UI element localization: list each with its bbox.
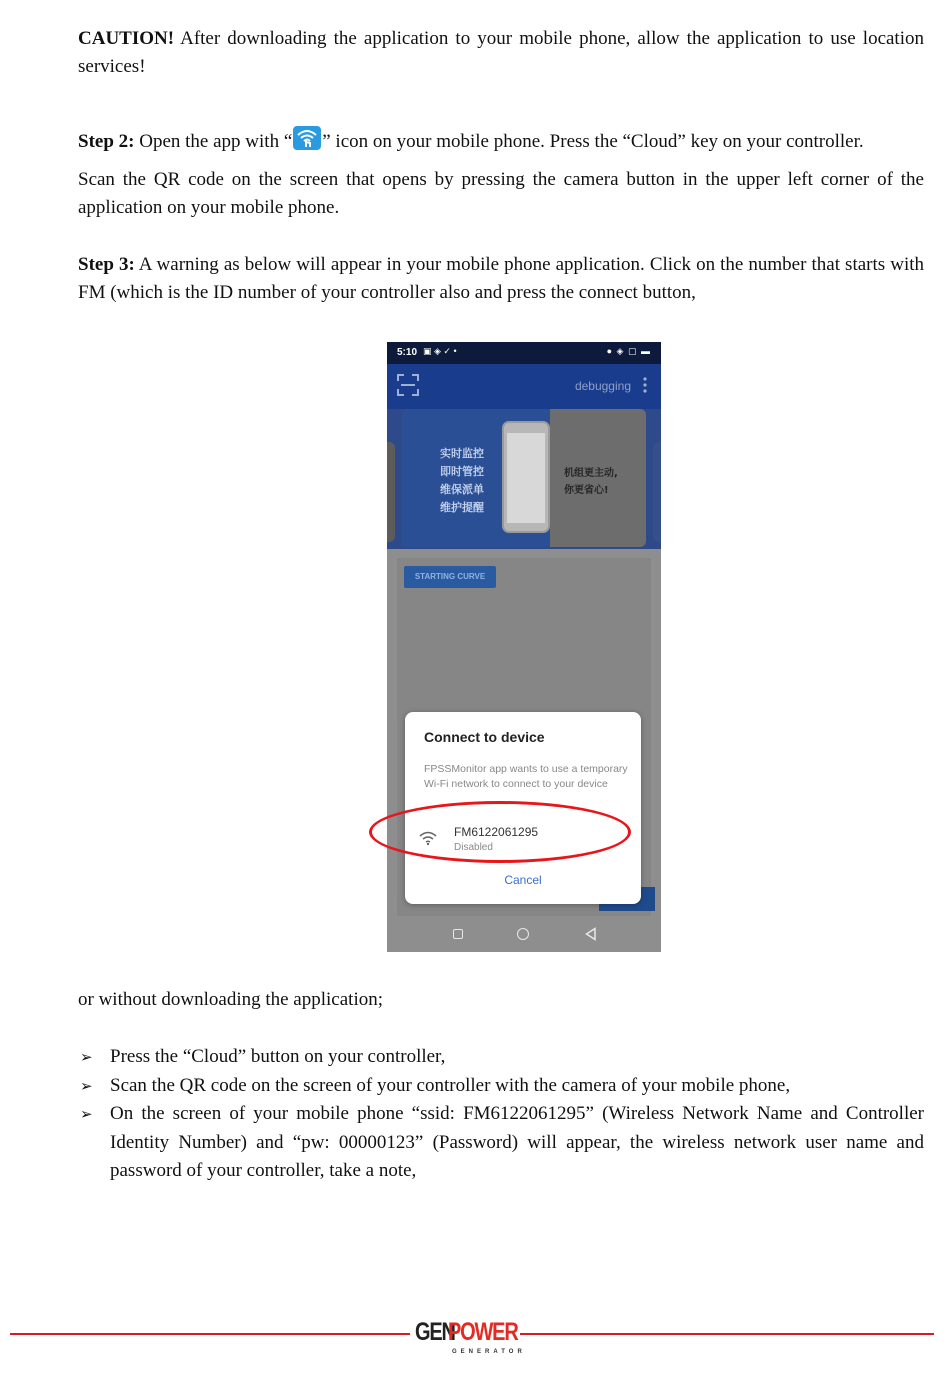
status-notification-icons: ▣ ◈ ✓ • xyxy=(423,346,457,356)
status-system-icons: ● ◈ ▢ ▬ xyxy=(606,346,651,356)
bullet-arrow-icon: ➢ xyxy=(80,1105,93,1123)
dialog-message: FPSSMonitor app wants to use a temporary Wi-Fi network to connect to your device xyxy=(424,763,628,790)
banner-cn-right-text xyxy=(564,465,618,499)
step3-label: Step 3: xyxy=(78,254,135,275)
step3-text: A warning as below will appear in your mobile phone application. Click on the number that starts with FM (which is the ID number of your controller also and press the connect button, xyxy=(78,254,924,303)
caution-text: After downloading the application to your mobile phone, allow the application to use location services! xyxy=(78,28,924,77)
banner-cn-line: 维保派单 xyxy=(440,483,484,496)
cancel-button[interactable]: Cancel xyxy=(504,873,542,887)
promo-banner[interactable] xyxy=(402,409,646,547)
footer-rule-right xyxy=(520,1333,934,1335)
logo-subtitle: GENERATOR xyxy=(452,1349,526,1355)
status-time: 5:10 xyxy=(397,347,418,358)
carousel-prev-card xyxy=(387,442,395,542)
banner-phone-image xyxy=(502,421,550,533)
banner-cn-line: 机组更主动, xyxy=(564,468,618,479)
banner-cn-line: 实时监控 xyxy=(440,447,484,460)
logo-gen: GEN xyxy=(415,1318,455,1346)
instruction-list xyxy=(78,1043,924,1186)
starting-curve-button[interactable]: STARTING CURVE xyxy=(404,566,496,588)
logo-power: POWER xyxy=(448,1318,518,1346)
bullet-arrow-icon: ➢ xyxy=(80,1076,93,1095)
recent-apps-icon[interactable] xyxy=(453,929,463,939)
alternative-intro: or without downloading the application; xyxy=(78,989,384,1010)
carousel-next-card xyxy=(653,442,661,542)
banner-cn-left-text xyxy=(440,445,484,517)
step2-paragraph-2: Scan the QR code on the screen that opens by pressing the camera button in the upper left corner of the application on your mobile phone. xyxy=(78,169,924,218)
list-item-text: Press the “Cloud” button on your controller, xyxy=(110,1046,446,1067)
wifi-touch-app-icon xyxy=(292,125,322,151)
caution-paragraph xyxy=(78,25,924,81)
banner-cn-line: 你更省心! xyxy=(564,485,609,496)
step2-text-before-icon: Open the app with “ xyxy=(134,131,293,152)
app-title: debugging xyxy=(574,379,631,393)
step2-text-after-icon: ” icon on your mobile phone. Press the “Cloud” key on your controller. xyxy=(322,131,864,152)
network-status: Disabled xyxy=(454,842,493,853)
list-item xyxy=(78,1043,924,1072)
scan-qr-icon[interactable] xyxy=(397,374,419,396)
list-item-text: Scan the QR code on the screen of your controller with the camera of your mobile phone, xyxy=(110,1074,791,1096)
step2-label: Step 2: xyxy=(78,131,135,152)
back-icon[interactable] xyxy=(584,927,598,941)
more-vert-icon[interactable] xyxy=(643,377,647,393)
list-item-text: On the screen of your mobile phone “ssid: FM6122061295” (Wireless Network Name and Controller Identity Number) and “pw: 00000123” (Password) will appear, the wireless network user name and password of your controller, take a note, xyxy=(110,1103,924,1181)
list-item xyxy=(78,1072,924,1101)
android-nav-bar xyxy=(387,916,661,952)
phone-status-bar xyxy=(387,342,661,364)
dialog-title: Connect to device xyxy=(424,729,545,745)
app-bar xyxy=(387,364,661,409)
bullet-arrow-icon: ➢ xyxy=(80,1048,93,1066)
step3-paragraph xyxy=(78,251,924,307)
banner-cn-line: 即时管控 xyxy=(440,465,484,478)
caution-label: CAUTION! xyxy=(78,28,175,49)
network-ssid[interactable]: FM6122061295 xyxy=(454,825,539,839)
list-item xyxy=(78,1100,924,1186)
genpower-logo xyxy=(412,1318,526,1358)
banner-cn-line: 维护提醒 xyxy=(440,501,484,514)
highlight-ellipse xyxy=(369,801,631,863)
step2-paragraph xyxy=(78,125,924,156)
home-icon[interactable] xyxy=(517,928,529,940)
footer-rule-left xyxy=(10,1333,410,1335)
